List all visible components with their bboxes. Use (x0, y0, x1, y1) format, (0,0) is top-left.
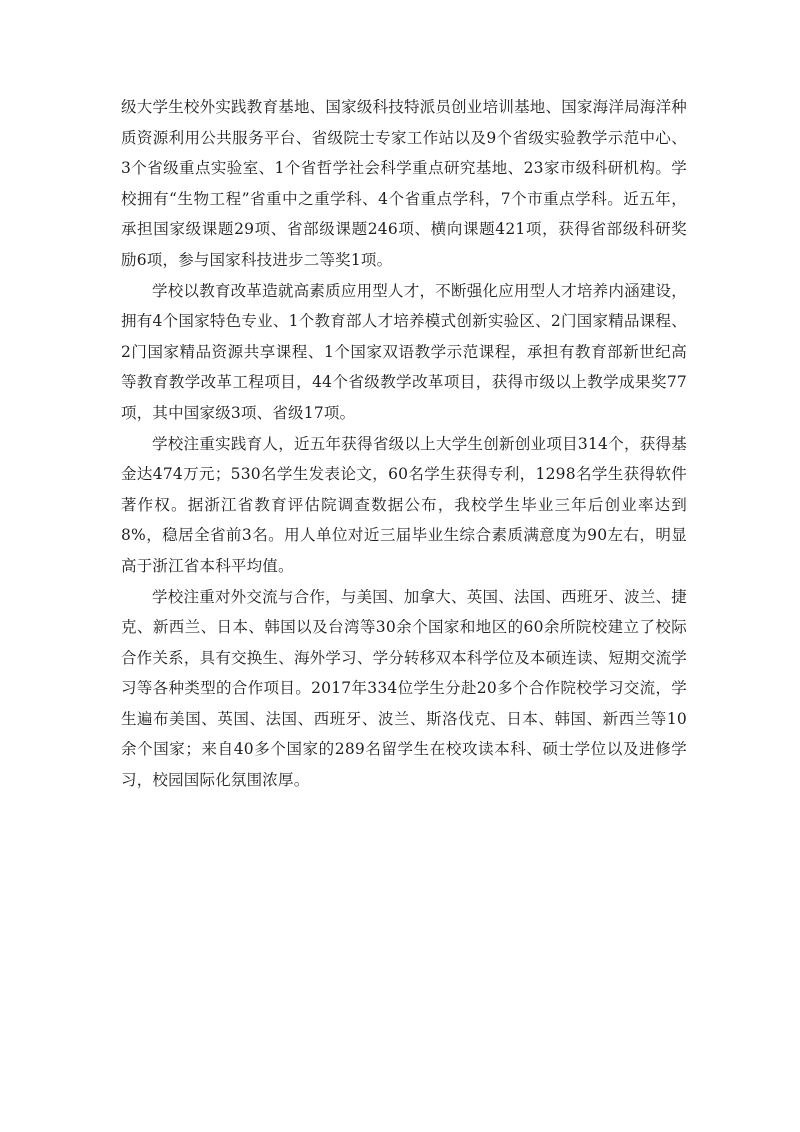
paragraph-education-reform: 学校以教育改革造就高素质应用型人才，不断强化应用型人才培养内涵建设，拥有4个国家特色专业、1个教育部人才培养模式创新实验区、2门国家精品课程、2门国家精品资源共享课程、1个国家双语教学示范课程，承担有教育部新世纪高等教育教学改革工程项目，44个省级教学改革项目，获得市级以上教学成果奖77项，其中国家级3项、省级17项。 (121, 281, 687, 422)
paragraph-international-exchange: 学校注重对外交流与合作，与美国、加拿大、英国、法国、西班牙、波兰、捷克、新西兰、日本、韩国以及台湾等30余个国家和地区的60余所院校建立了校际合作关系，具有交换生、海外学习、学分转移双本科学位及本硕连读、短期交流学习等各种类型的合作项目。2017年334位学生分赴20多个合作院校学习交流，学生遍布美国、英国、法国、西班牙、波兰、斯洛伐克、日本、韩国、新西兰等10余个国家；来自40多个国家的289名留学生在校攻读本科、硕士学位以及进修学习，校园国际化氛围浓厚。 (121, 587, 687, 790)
paragraph-continued: 级大学生校外实践教育基地、国家级科技特派员创业培训基地、国家海洋局海洋种质资源利用公共服务平台、省级院士专家工作站以及9个省级实验教学示范中心、3个省级重点实验室、1个省哲学社会科学重点研究基地、23家市级科研机构。学校拥有“生物工程”省重中之重学科、4个省重点学科，7个市重点学科。近五年，承担国家级课题29项、省部级课题246项、横向课题421项，获得省部级科研奖励6项，参与国家科技进步二等奖1项。 (121, 98, 687, 269)
paragraph-practice-education: 学校注重实践育人，近五年获得省级以上大学生创新创业项目314个，获得基金达474万元；530名学生发表论文，60名学生获得专利，1298名学生获得软件著作权。据浙江省教育评估院调查数据公布，我校学生毕业三年后创业率达到8%，稳居全省前3名。用人单位对近三届毕业生综合素质满意度为90左右，明显高于浙江省本科平均值。 (121, 434, 687, 575)
document-body (121, 92, 687, 796)
